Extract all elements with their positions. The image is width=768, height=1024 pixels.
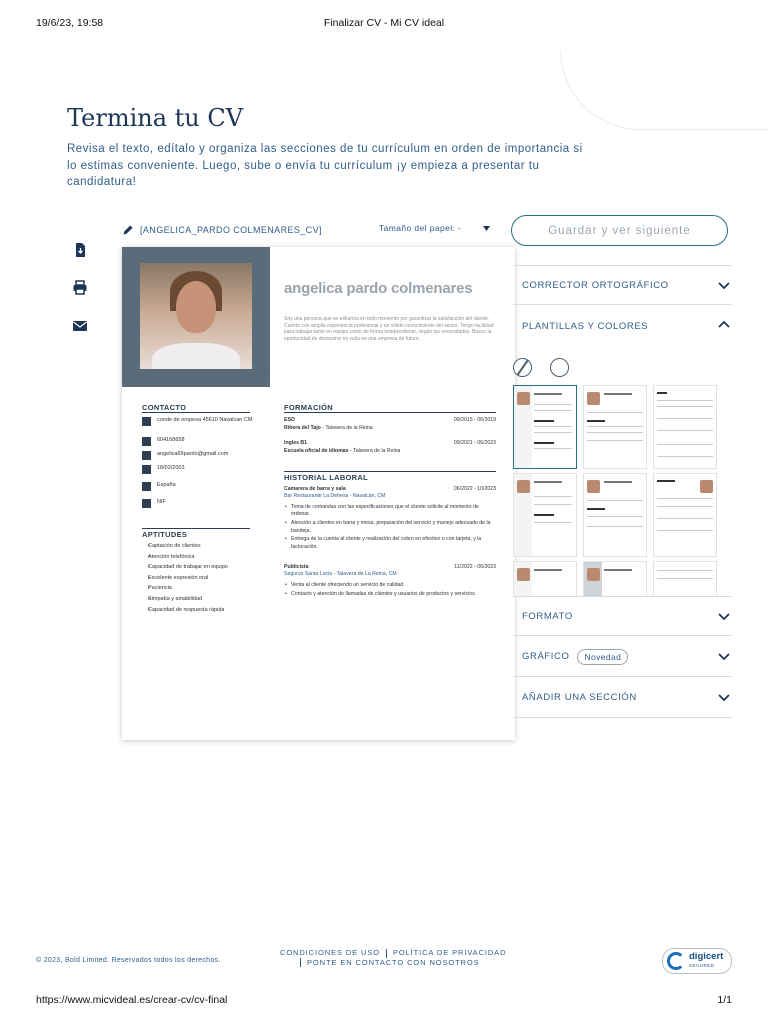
template-thumb[interactable] [583,385,647,469]
print-icon[interactable] [72,280,88,296]
list-item: • Atención telefónica [148,552,228,563]
cv-skills-heading: APTITUDES [142,530,188,539]
graphic-section[interactable] [513,637,732,677]
list-item: • Excelente expresión oral [148,573,228,584]
print-footer [36,994,732,1008]
graphic-label: GRÁFICO [522,651,570,662]
print-page-number: 1/1 [717,994,732,1006]
template-thumb[interactable] [653,385,717,469]
phone-icon [142,437,151,446]
cv-work-heading: HISTORIAL LABORAL [284,473,368,482]
list-item: • Capacidad de trabajar en equipo [148,562,228,573]
cv-contact-row: NIF [142,499,257,508]
cv-work-item: Publicista 11/2022 - 06/2023 Seguros Santa Lucia - Talavera de La Reina, CM • Venta al cliente ofreciendo un servicio de calidad. • Contacto y atención de llamadas de clientes y usuarios de productos y servicios. [284,564,496,600]
background-curve [560,50,768,130]
list-item: • Captación de clientes [148,541,228,552]
color-swatches [513,358,569,377]
new-badge: Novedad [577,649,628,665]
copyright: © 2023, Bold Limited. Reservados todos los derechos. [36,957,221,964]
white-color-swatch[interactable] [550,358,569,377]
terms-link[interactable]: CONDICIONES DE USO [280,948,380,957]
format-label: FORMATO [522,610,573,622]
cv-summary: Soy una persona que se esfuerza en todo momento por garantizar la satisfacción del cliente. Cuento con amplia experiencia profesional y un sólido conocimiento del sector. Tengo facilidad para trabajar tanto en equipo como de forma independiente, según las necesidades. Busco la oportunidad de demostrar mi valía en una empresa de futuro. [284,316,494,342]
caret-down-icon [483,226,490,231]
list-item: • Simpatía y amabilidad [148,594,228,605]
template-thumb[interactable] [513,385,577,469]
site-footer [36,945,736,975]
template-thumb[interactable] [513,561,577,597]
template-thumb[interactable] [583,473,647,557]
template-thumb[interactable] [513,473,577,557]
divider [142,412,250,413]
cv-name: angelica pardo colmenares [284,280,473,297]
contact-link[interactable]: PONTE EN CONTACTO CON NOSOTROS [307,957,480,967]
spellcheck-label: CORRECTOR ORTOGRÁFICO [522,279,669,291]
list-item: • Paciencia [148,583,228,594]
cv-contact-row: angelica69pardo@gmail.com [142,451,257,460]
chevron-down-icon [718,610,730,622]
cv-filename-text: [ANGELICA_PARDO COLMENARES_CV] [140,225,322,235]
page-intro: Revisa el texto, edítalo y organiza las secciones de tu currículum en orden de importancia si lo estimas conveniente. Luego, sube o envía tu currículum ¡y empieza a presentar tu candidatura! [67,143,583,188]
spellcheck-section[interactable] [513,265,732,305]
print-url: https://www.micvideal.es/crear-cv/cv-final [36,994,228,1006]
cv-photo [140,263,252,369]
cv-education-heading: FORMACIÓN [284,403,333,412]
cv-education-item: Ingles B1 09/2021 - 06/2023 Escuela oficial de idiomas - Talavera de la Reina [284,440,496,454]
cv-filename[interactable] [122,224,322,236]
cv-contact-row: 604168658 [142,437,257,446]
list-item: • Toma de comandas con las especificaciones que el cliente solicite al momento de ordenar. [284,504,496,519]
list-item: • Venta al cliente ofreciendo un servicio de calidad. [284,582,496,589]
footer-links [280,948,506,967]
template-gallery [513,385,732,597]
flag-icon [142,482,151,491]
digicert-badge[interactable]: digicert SECURED [662,948,732,974]
cv-education-item: ESO 09/2015 - 06/2019 Ribera del Tajo - Talavera de la Reina [284,417,496,431]
cv-skills-list [142,541,228,615]
add-section-label: AÑADIR UNA SECCIÓN [522,692,637,703]
add-section-section[interactable] [513,678,732,718]
template-thumb[interactable] [653,561,717,597]
cv-work-item: Camarera de barra y sala 06/2022 - 10/2023 Bar Restaurante La Dehesa - Navalcán, CM • Toma de comandas con las especificaciones que el cliente solicite al momento de ordenar. • Atención a clientes en barra y mesa, preparación del servicio y manejo adecuado de la bandeja. • Entrega de la cuenta al cliente y realización del cobro en efectivo o con tarjeta, y la facturación. [284,486,496,553]
divider [142,528,250,529]
id-icon [142,499,151,508]
format-section[interactable] [513,596,732,636]
chevron-down-icon [718,650,730,662]
location-icon [142,417,151,426]
cv-contact-row: España [142,482,257,491]
template-thumb[interactable] [653,473,717,557]
chevron-down-icon [718,691,730,703]
divider [284,471,496,472]
no-color-swatch[interactable] [513,358,532,377]
chevron-up-icon [718,319,730,331]
cv-contact-heading: CONTACTO [142,403,187,412]
print-doc-title: Finalizar CV - Mi CV ideal [323,17,445,29]
templates-section[interactable] [513,306,732,346]
page-title: Termina tu CV [67,104,244,132]
chevron-down-icon [718,279,730,291]
templates-label: PLANTILLAS Y COLORES [522,320,649,332]
save-and-next-button[interactable]: Guardar y ver siguiente [511,215,728,246]
calendar-icon [142,465,151,474]
cv-contact-row: conde de oropesa 45610 Navalcan CM [142,417,257,426]
list-item: • Entrega de la cuenta al cliente y realización del cobro en efectivo o con tarjeta, y la facturación. [284,536,496,551]
list-item: • Contacto y atención de llamadas de clientes y usuarios de productos y servicios. [284,591,496,598]
cv-photo-corner [252,367,270,387]
list-item: • Capacidad de respuesta rápida [148,605,228,616]
print-datetime: 19/6/23, 19:58 [36,17,104,29]
pencil-icon [122,224,134,236]
email-icon [142,451,151,460]
print-header [36,17,732,31]
template-thumb[interactable] [583,561,647,597]
download-icon[interactable] [72,242,88,258]
digicert-logo-icon [667,952,685,970]
cv-preview[interactable] [122,247,515,740]
list-item: • Atención a clientes en barra y mesa, preparación del servicio y manejo adecuado de la bandeja. [284,520,496,535]
email-icon[interactable] [72,318,88,334]
paper-size-label: Tamaño del papel: - [379,223,462,233]
cv-contact-row: 18/02/2003 [142,465,257,474]
privacy-link[interactable]: POLÍTICA DE PRIVACIDAD [392,948,507,957]
divider [284,412,496,413]
paper-size-select[interactable] [379,223,490,233]
